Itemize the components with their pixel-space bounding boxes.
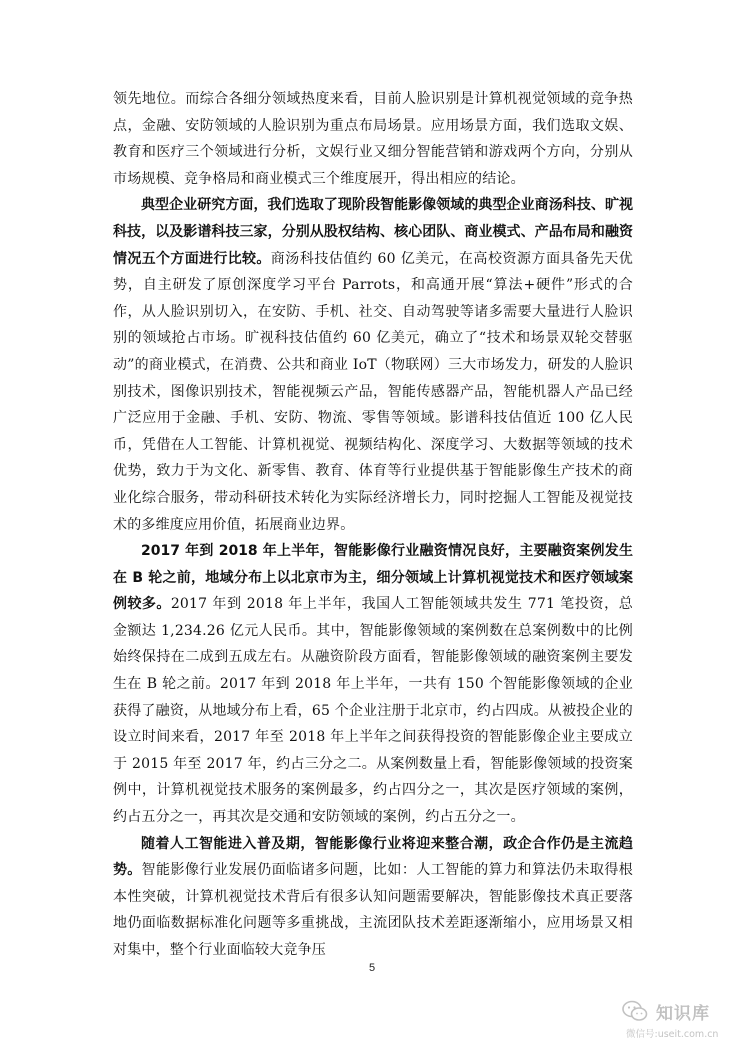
paragraph-2-text: 商汤科技估值约 60 亿美元，在高校资源方面具备先天优势，自主研发了原创深度学习平台 Parrots，和高通开展“算法+硬件”形式的合作，从人脸识别切入，在安防、手机、社交、自动驾驶等诸多需要大量进行人脸识别的领域抢占市场。旷视科技估值约 60 亿美元，确立了“技术和场景双轮交替驱动”的商业模式，在消费、公共和商业 IoT（物联网）三大市场发力，研发的人脸识别技术，图像识别技术，智能视频云产品，智能传感器产品，智能机器人产品已经广泛应用于金融、手机、安防、物流、零售等领域。影谱科技估值近 100 亿人民币，凭借在人工智能、计算机视觉、视频结构化、深度学习、大数据等领域的技术优势，致力于为文化、新零售、教育、体育等行业提供基于智能影像生产技术的商业化综合服务，带动科研技术转化为实际经济增长力，同时挖掘人工智能及视觉技术的多维度应用价值，拓展商业边界。 [113,250,633,533]
paragraph-3-text: 2017 年到 2018 年上半年，我国人工智能领域共发生 771 笔投资，总金额达 1,234.26 亿元人民币。其中，智能影像领域的案例数在总案例数中的比例始终保持在二成到五成左右。从融资阶段方面看，智能影像领域的融资案例主要发生在 B 轮之前。2017 年到 2018 年上半年，一共有 150 个智能影像领域的企业获得了融资，从地域分布上看，65 个企业注册于北京市，约占四成。从被投企业的设立时间来看，2017 年至 2018 年上半年之间获得投资的智能影像企业主要成立于 2015 年至 2017 年，约占三分之二。从案例数量上看，智能影像领域的投资案例中，计算机视觉技术服务的案例最多，约占四分之一，其次是医疗领域的案例，约占五分之一，再其次是交通和安防领域的案例，约占五分之一。 [113,596,634,826]
document-body [113,86,633,964]
paragraph-3 [113,538,633,831]
paragraph-2-lead: 典型企业研究方面，我们选取了现阶段智能影像领域的典型企业商汤科技、旷视科技，以及影谱科技三家，分别从股权结构、核心团队、商业模式、产品布局和融资情况五个方面进行比较。 [113,197,633,267]
paragraph-4-text: 智能影像行业发展仍面临诸多问题，比如：人工智能的算力和算法仍未取得根本性突破，计算机视觉技术背后有很多认知问题需要解决，智能影像技术真正要落地仍面临数据标准化问题等多重挑战，主流团队技术差距逐渐缩小，应用场景又相对集中，整个行业面临较大竞争压 [113,862,633,958]
paragraph-1-text: 领先地位。而综合各细分领域热度来看，目前人脸识别是计算机视觉领域的竞争热点，金融、安防领域的人脸识别为重点布局场景。应用场景方面，我们选取文娱、教育和医疗三个领域进行分析，文娱行业又细分智能营销和游戏两个方向，分别从市场规模、竞争格局和商业模式三个维度展开，得出相应的结论。 [113,91,633,187]
watermark-url: 微信号:useit.com.cn [626,1029,719,1040]
paragraph-3-lead: 2017 年到 2018 年上半年，智能影像行业融资情况良好，主要融资案例发生在 B 轮之前，地域分布上以北京市为主，细分领域上计算机视觉技术和医疗领域案例较多。 [113,543,633,613]
wechat-icon [622,1000,648,1022]
watermark-name: 知识库 [656,1004,710,1024]
paragraph-1 [113,86,633,192]
paragraph-2 [113,192,633,538]
paragraph-4 [113,831,633,964]
page-number: 5 [368,962,376,974]
watermark [620,998,730,1042]
paragraph-4-lead: 随着人工智能进入普及期，智能影像行业将迎来整合潮，政企合作仍是主流趋势。 [113,835,633,879]
